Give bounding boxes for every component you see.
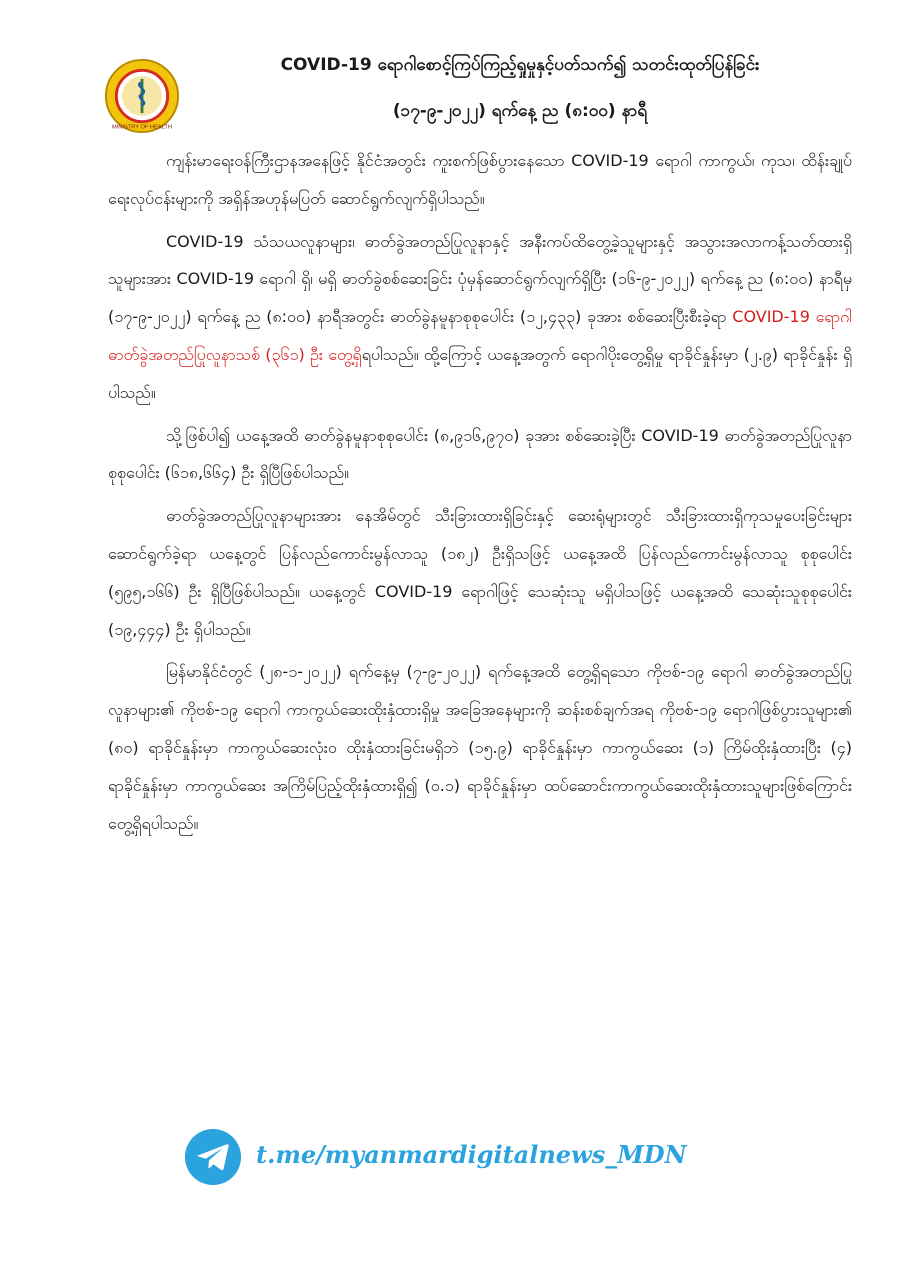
paragraph-3: သို့ဖြစ်ပါ၍ ယနေ့အထိ ဓာတ်ခွဲနမူနာစုစုပေါင်း (၈,၉၁၆,၉၇၀) ခုအား စစ်ဆေးခဲ့ပြီး COVID-19 ဓာတ်ခွဲအတည်ပြုလူနာ စုစုပေါင်း (၆၁၈,၆၆၄) ဦး ရှိပြီဖြစ်ပါသည်။ xyxy=(108,425,852,483)
paragraph-2 xyxy=(108,223,852,412)
report-body xyxy=(108,142,852,847)
telegram-icon[interactable] xyxy=(184,1128,242,1186)
paragraph-2-text-b: ရပါသည်။ ထို့ကြောင့် ယနေ့အတွက် ရောဂါပိုးတွေ့ရှိမှု ရာခိုင်နှုန်းမှာ (၂.၉) ရာခိုင်နှုန်း ရှိပါသည်။ xyxy=(108,344,853,402)
new-cases-highlight: COVID-19 ရောဂါ ဓာတ်ခွဲအတည်ပြုလူနာသစ် (၃၆၁) ဦး တွေ့ရှိ xyxy=(108,307,853,364)
svg-text:MINISTRY OF HEALTH: MINISTRY OF HEALTH xyxy=(111,124,173,131)
paragraph-1: ကျန်းမာရေးဝန်ကြီးဌာနအနေဖြင့် နိုင်ငံအတွင်း ကူးစက်ဖြစ်ပွားနေသော COVID-19 ရောဂါ ကာကွယ်၊ ကုသ၊ ထိန်းချုပ်ရေးလုပ်ငန်းများကို အရှိန်အဟုန်မပြတ် ဆောင်ရွက်လျက်ရှိပါသည်။ xyxy=(108,151,852,208)
report-date: (၁၇-၉-၂၀၂၂) ရက်နေ့ ည (၈:၀၀) နာရီ xyxy=(392,101,648,121)
ministry-of-health-logo-icon xyxy=(104,58,180,134)
page-title: COVID-19 ရောဂါစောင့်ကြပ်ကြည့်ရှုမှုနှင့်ပတ်သက်၍ သတင်းထုတ်ပြန်ခြင်း xyxy=(280,55,760,75)
paragraph-2-text-a: COVID-19 သံသယလူနာများ၊ ဓာတ်ခွဲအတည်ပြုလူနာနှင့် အနီးကပ်ထိတွေ့ခဲ့သူများနှင့် အသွားအလာကန့်သတ်ထားရှိသူများအား COVID-19 ရောဂါ ရှိ၊ မရှိ ဓာတ်ခွဲစစ်ဆေးခြင်း ပုံမှန်ဆောင်ရွက်လျက်ရှိပြီး (၁၆-၉-၂၀၂၂) ရက်နေ့ ည (၈:၀၀) နာရီမှ (၁၇-၉-၂၀၂၂) ရက်နေ့ ည (၈:၀၀) နာရီအတွင်း ဓာတ်ခွဲနမူနာစုစုပေါင်း (၁၂,၄၃၃) ခုအား စစ်ဆေးပြီးစီးခဲ့ရာ xyxy=(108,231,853,327)
paragraph-5: မြန်မာနိုင်ငံတွင် (၂၈-၁-၂၀၂၂) ရက်နေ့မှ (၇-၉-၂၀၂၂) ရက်နေ့အထိ တွေ့ရှိရသော ကိုဗစ်-၁၉ ရောဂါ ဓာတ်ခွဲအတည်ပြုလူနာများ၏ ကိုဗစ်-၁၉ ရောဂါ ကာကွယ်ဆေးထိုးနှံထားရှိမှု အခြေအနေများကို ဆန်းစစ်ချက်အရ ကိုဗစ်-၁၉ ရောဂါဖြစ်ပွားသူများ၏ (၈၀) ရာခိုင်နှုန်းမှာ ကာကွယ်ဆေးလုံးဝ ထိုးနှံထားခြင်းမရှိဘဲ (၁၅.၉) ရာခိုင်နှုန်းမှာ ကာကွယ်ဆေး (၁) ကြိမ်ထိုးနှံထားပြီး (၄) ရာခိုင်နှုန်းမှာ ကာကွယ်ဆေး အကြိမ်ပြည့်ထိုးနှံထားရှိ၍ (၀.၁) ရာခိုင်နှုန်းမှာ ထပ်ဆောင်းကာကွယ်ဆေးထိုးနှံထားသူများဖြစ်ကြောင်း တွေ့ရှိရပါသည်။ xyxy=(108,662,852,833)
telegram-link[interactable]: t.me/myanmardigitalnews_MDN xyxy=(256,1140,687,1169)
paragraph-4: ဓာတ်ခွဲအတည်ပြုလူနာများအား နေအိမ်တွင် သီးခြားထားရှိခြင်းနှင့် ဆေးရုံများတွင် သီးခြားထားရှိကုသမှုပေးခြင်းများ ဆောင်ရွက်ခဲ့ရာ ယနေ့တွင် ပြန်လည်ကောင်းမွန်လာသူ (၁၈၂) ဦးရှိသဖြင့် ယနေ့အထိ ပြန်လည်ကောင်းမွန်လာသူ စုစုပေါင်း (၅၉၅,၁၆၆) ဦး ရှိပြီဖြစ်ပါသည်။ ယနေ့တွင် COVID-19 ရောဂါဖြင့် သေဆုံးသူ မရှိပါသဖြင့် ယနေ့အထိ သေဆုံးသူစုစုပေါင်း (၁၉,၄၄၄) ဦး ရှိပါသည်။ xyxy=(108,506,852,639)
